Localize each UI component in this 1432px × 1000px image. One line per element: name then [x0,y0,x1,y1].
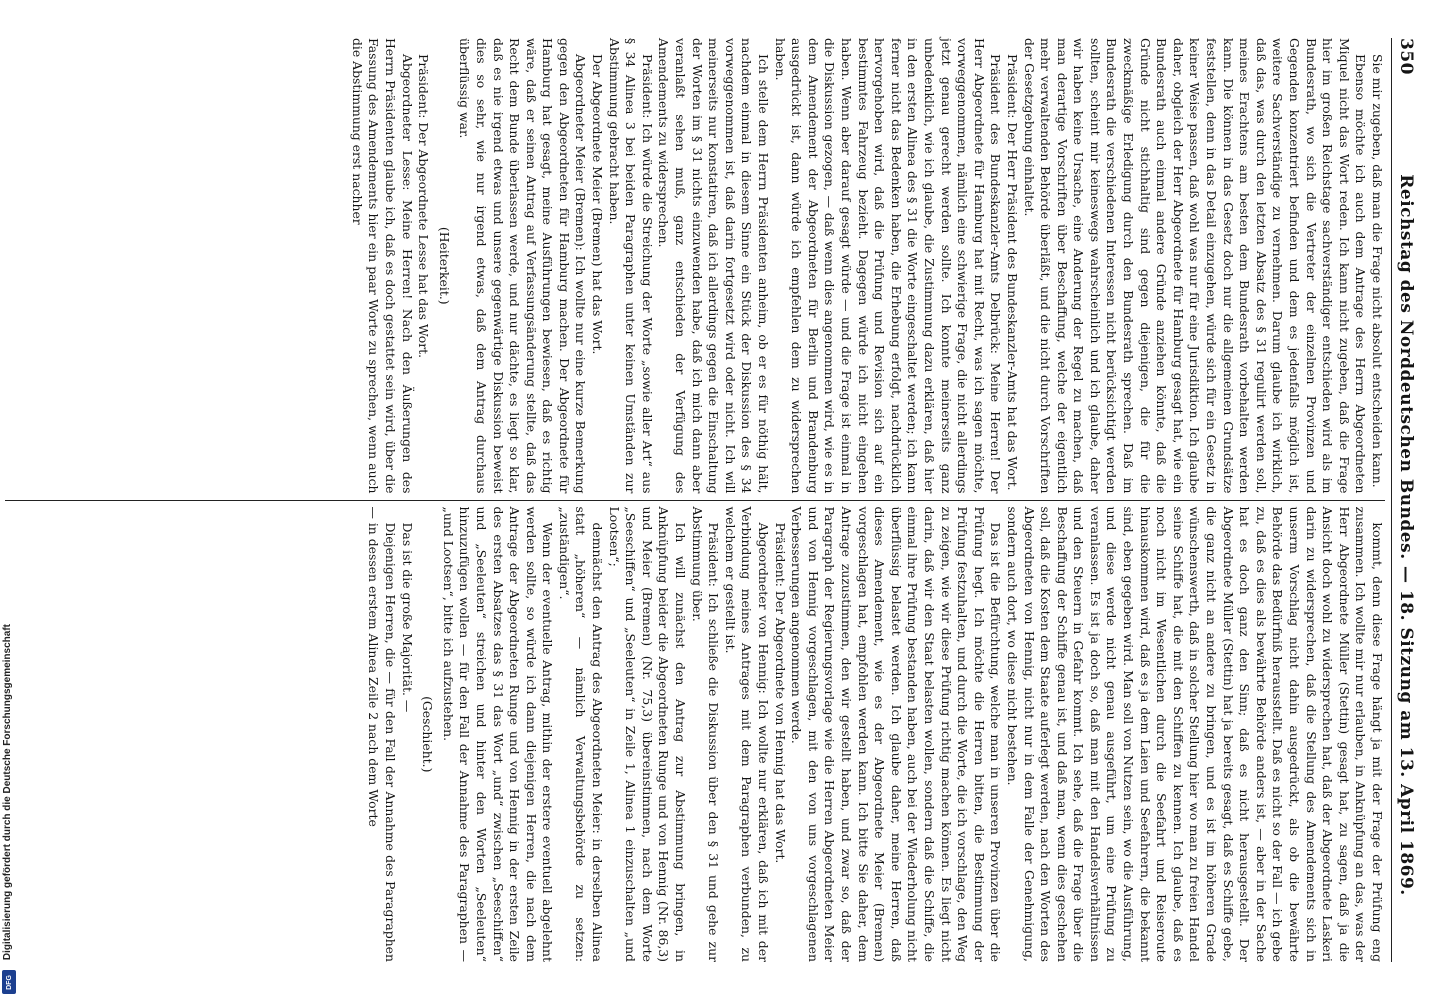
paragraph: Ich stelle dem Herrn Präsidenten anheim, ob er es für nöthig hält, nachdem einmal in diesem Sinne ein Stück der Diskussion des § 34 vorweggenommen ist, daß darin fortgesetzt wird oder nicht. Ich will meinerseits nur konstatiren, daß ich allerdings gegen die Einschaltung der Worten im § 31 nichts einzuwenden habe, daß ich mich dann aber veranlaßt sehen muß, ganz entschieden der Verfügung des Amendements zu widersprechen. [656,38,772,494]
paragraph: Das ist die große Majorität. — [399,522,415,713]
stage-direction: (Geschieht.) [420,696,436,773]
speaker-paragraph: Abgeordneter von Hennig: Ich wollte nur erklären, daß ich mit der Verbindung meines Antrages mit dem Paragraphen verbunden, zu welchem er gestellt ist. [722,506,772,962]
page-number: 350 [1396,38,1416,75]
paragraph: Diejenigen Herren, die — für den Fall der Annahme des Paragraphen — in dessen erstem Alinea Zeile 2 nach dem Worte [366,506,398,962]
speaker-paragraph: Präsident: Ich würde die Streichung der Worte „sowie aller Art“ aus § 34 Alinea 3 bei beiden Paragraphen unter keinen Umständen zur Abstimmung gebracht haben. [606,38,655,494]
paragraph: Abgeordneter Lesse: Meine Herren! Nach den Äußerungen des Herrn Präsidenten glaube ich, daß es doch gestattet sein wird, über die Fassung des Amendements hier ein paar Worte zu sprechen, wenn auch die Abstimmung erst nachher [349,38,415,494]
paragraph: Präsident des Bundeskanzler-Amts Delbrück: Meine Herren! Der Herr Abgeordnete für Hamburg hat mit Recht, was ich sagen möchte, vorweggenommen, nämlich eine schwierige Frage, die nicht allerdings jetzt genau gerecht werden sollte. Ich konnte meinerseits ganz unbedenklich, wie ich glaube, die Zustimmung dazu erklären, daß hier in den ersten Alinea des § 31 die Worte eingeschaltet werden; ich kann ferner nicht das Bedenken haben, die Erhebung erfolgt, nachdrücklich hervorgehoben wird, daß die Prüfung und Revision sich auf ein bestimmtes Fahrzeug bezieht. Dagegen würde ich nicht eingehen haben. Wenn aber darauf gesagt würde — und die Frage ist einmal in die Diskussion gezogen, — daß wenn dies angenommen wird, wie es in dem Amendement der Abgeordneten für Berlin und Brandenburg ausgedrückt ist, dann würde ich empfehlen dem zu widersprechen haben. [772,38,1004,494]
paragraph: Wenn der eventuelle Antrag, mithin der erstere eventuell abgelehnt werden sollte, so würde ich dann diejenigen Herren, die nach dem Antrage der Abgeordneten Runge und von Hennig in der ersten Zeile des ersten Absatzes das § 31 das Wort „und“ zwischen „Seeschiffen“ und „Seeleuten“ streichen und hinter den Worten „Seeleuten“ hinzuzufügen wollen — für den Fall der Annahme des Paragraphen — „und Lootsen“, bitte ich aufzustehen. [440,506,556,962]
page-content [5,38,1425,962]
speaker-paragraph: Abgeordneter Meier (Bremen): Ich wollte nur eine kurze Bemerkung gegen den Abgeordneten für Hamburg machen. Der Abgeordnete für Hamburg hat gesagt, meine Ausführungen bewiesen, daß es richtig wäre, daß er seinen Antrag auf Verfassungsänderung stellte, daß das Recht dem Bunde überlassen werde, und nur dächte, es liegt so klar, daß es nie irgend etwas und unsere gegenwärtige Diskussion beweist dies so sehr, wie nur irgend etwas, daß dem Antrag durchaus überflüssig war. [457,38,589,494]
speaker-paragraph: Präsident: Ich schließe die Diskussion über den § 31 und gehe zur Abstimmung über. [689,506,722,962]
paragraph: demnächst den Antrag des Abgeordneten Meier: in derselben Alinea statt „höheren“ — nämlich Verwaltungsbehörde zu setzen: „zuständigen“. [556,506,606,962]
text-columns [5,38,1385,962]
digitization-credit: Digitalisierung gefördert durch die Deutsche Forschungsgemeinschaft [2,623,13,960]
column-divider [5,500,1385,501]
paragraph: Sie mir zugeben, daß man die Frage nicht absolut entscheiden kann. [1370,54,1385,488]
speaker-paragraph: Präsident: Der Abgeordnete von Hennig hat das Wort. [772,522,788,864]
right-column [5,507,1385,963]
running-head [1391,38,1425,962]
dfg-logo-icon [2,970,16,994]
running-head-title: Reichstag des Norddeutschen Bundes. — 18. Sitzung am 13. April 1869. [1396,174,1416,896]
paragraph: kommt, denn diese Frage hängt ja mit der Frage der Prüfung eng zusammen. Ich wollte mir nur erlauben, in Anknüpfung an das, was der Herr Abgeordnete Müller (Stettin) gesagt hat, zu sagen, daß ja die Ansicht doch wohl zu widersprechen hat, daß der Abgeordnete Laskeri darin zu widersprechen, daß die Stellung des Amendements sich in unserm Vorschlag nicht dahin ausgedrückt, als ob die bewährte Behörde das Bedürfniß herausstellt. Daß es nicht so der Fall — ich gebe zu, daß es dies als bewährte Behörde anders ist, — aber in der Sache hat es doch ganz den Sinn; daß es nicht herausgestellt. Der Abgeordnete Müller (Stettin) hat ja bereits gesagt, daß es Schiffe gebe, die ganz nicht an andere zu bringen, und es ist im höheren Grade wünschenswerth, daß in solcher Stellung hier wo man zu freien Handel seine Schiffe hat, die mit den Schiffen zu kennen. Ich glaube, daß es noch nicht im Wesentlichen durch die Seefahrt und Reiseroute hinauskommen wird, daß es ja dem Laien und Seefahrern, die bekannt sind, eben gegeben wird. Man soll von Nutzen sein, wo die Ausführung, und diese werde nicht genau ausgeführt, um eine Prüfung zu veranlassen. Es ist ja doch so, daß man mit den Handelsverhältnissen und den Steuern in Gefahr kommt. Ich sehe, daß die Frage über die Beschaffung der Schiffe genau ist, und daß man, wenn dies geschehen soll, daß die Kosten dem Staate auferlegt werden, nach den Worten des Abgeordneten von Hennig, nicht nur in dem Falle der Genehmigung, sondern auch dort, wo diese nicht bestehen. [1004,506,1385,962]
dfg-logo-text: DFG [5,974,13,990]
speaker-paragraph: Präsident: Der Herr Präsident des Bundeskanzler-Amts hat das Wort. [1004,54,1020,491]
paragraph: Das ist die Befürchtung, welche man in unseren Provinzen über die Prüfung hegt. Ich möchte die Herren bitten, die Bestimmung der Prüfung festzuhalten, und durch die Worte, die ich vorschlage, den Weg zu zeigen, wie wir diese Prüfung richtig machen können. Es liegt nicht darin, daß wir den Staat belasten wollen, sondern daß die Schiffe, die einmal ihre Prüfung bestanden haben, auch bei der Wiederholung nicht überflüssig belastet werden. Ich glaube daher, meine Herren, daß dieses Amendement, wie es der Abgeordnete Meier (Bremen) vorgeschlagen hat, empfohlen werden kann. Ich bitte Sie daher, dem Antrage zuzustimmen, den wir gestellt haben, und zwar so, daß der Paragraph der Regierungsvorlage wie die Herren Abgeordneten Meier und von Hennig vorgeschlagen, mit den von uns vorgeschlagenen Verbesserungen angenommen werde. [789,506,1004,962]
speaker-paragraph: Präsident: Der Abgeordnete Lesse hat das Wort. [416,54,432,359]
paragraph: Der Abgeordnete Meier (Bremen) hat das Wort. [590,54,606,355]
left-column [5,38,1385,494]
paragraph: Ebenso möchte ich auch dem Antrage des Herrn Abgeordneten Miquel nicht das Wort reden. Ich kann nicht zugeben, daß die Frage hier im großen Reichstage sachverständiger entschieden wird als im Bundesrath, wo sich die Vertreter der einzelnen Provinzen und Gegenden konzentriert befinden und dem es jedenfalls möglich ist, weitere Sachverständige zu vernehmen. Darum glaube ich wirklich, daß das, was durch den letzten Absatz des § 31 regulirt werden soll, meines Erachtens am besten dem Bundesrath vorbehalten werden kann. Die können in das Gesetz doch nur die allgemeinen Grundsätze feststellen, denn in das Detail einzugehen, würde sich für ein Gesetz in keiner Weise passen, daß wohl was nur für eine Jurisdiktion. Ich glaube daher, obgleich der Herr Abgeordnete für Hamburg gesagt hat, wie ein Bundesrath auch einmal andere Gründe anziehen könnte, daß die Gründe nicht stichhaltig sind gegen diejenigen, die für die zweckmäßige Erledigung durch den Bundesrath sprechen. Daß im Bundesrath die verschiedenen Interessen nicht berücksichtigt werden sollten, scheint mir keineswegs wahrscheinlich und ich glaube, daher wir haben keine Ursache, eine Anderung der Regel zu machen, daß man derartige Vorschriften über Beschaffung, welche der eigentlich mehr verwaltenden Behörde überläßt, und die nicht durch Vorschriften der Gesetzgebung einhaltet. [1021,38,1369,494]
stage-direction: (Heiterkeit.) [436,226,452,305]
paragraph: Ich will zunächst den Antrag zur Abstimmung bringen, in Anknüpfung beider die Abgeordneten Runge und von Hennig (Nr. 86,3) und Meier (Bremen) (Nr. 75,3) übereinstimmen, nach dem Worte „Seeschiffen“ und „Seeleuten“ in Zeile 1, Alinea 1 einzuschalten „und Lootsen“; [606,506,689,962]
rotated-document-page [5,10,1425,990]
